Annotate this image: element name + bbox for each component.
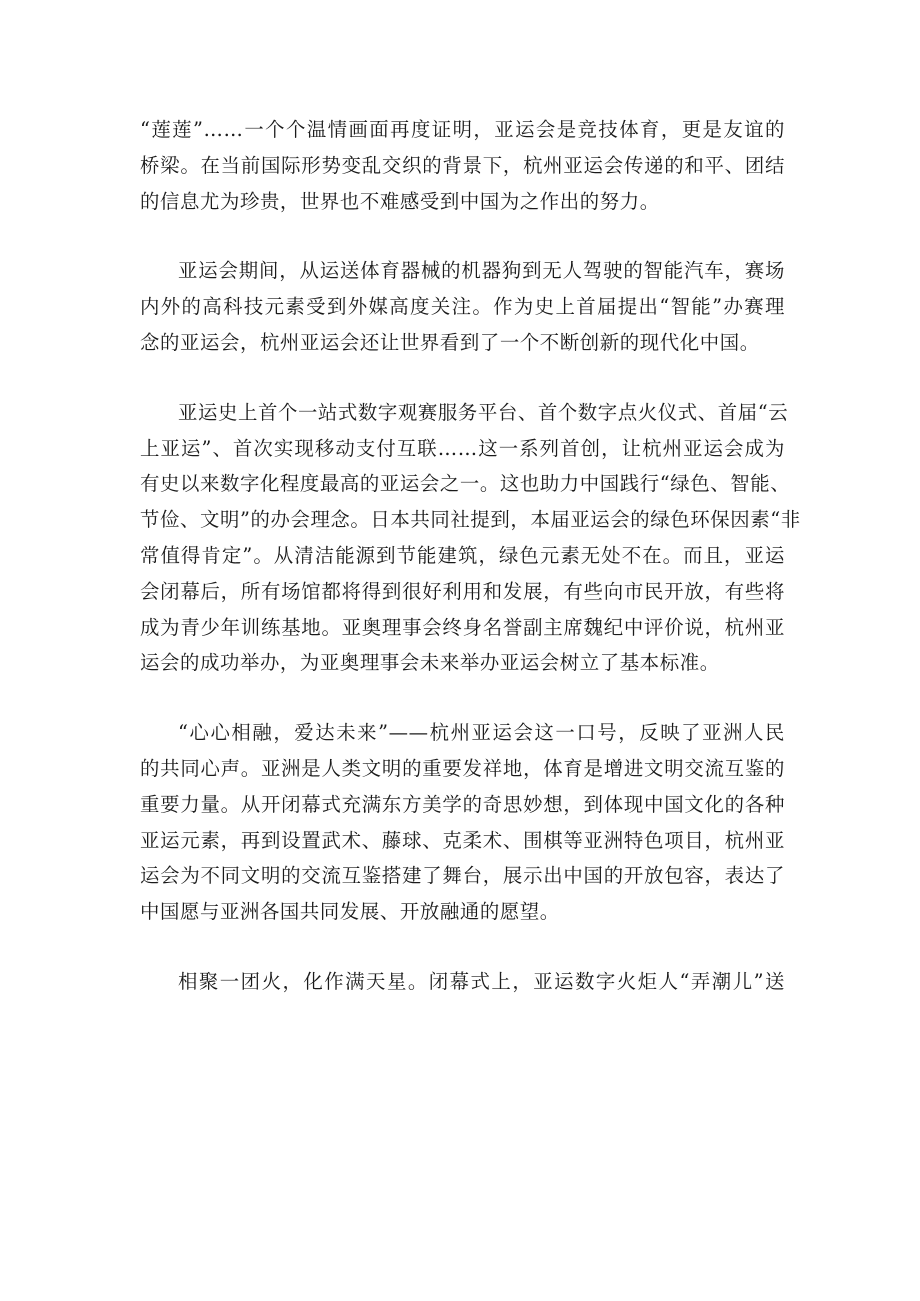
- text-line: 会闭幕后，所有场馆都将得到很好利用和发展，有些向市民开放，有些将: [140, 579, 785, 603]
- text-line: 常值得肯定”。从清洁能源到节能建筑，绿色元素无处不在。而且，亚运: [140, 543, 785, 567]
- paragraph-1: [140, 112, 785, 219]
- text-line: 成为青少年训练基地。亚奥理事会终身名誉副主席魏纪中评价说，杭州亚: [140, 615, 785, 639]
- paragraph-5: [140, 964, 785, 1000]
- text-line: 桥梁。在当前国际形势变乱交织的背景下，杭州亚运会传递的和平、团结: [140, 153, 785, 177]
- document-body: [140, 112, 801, 1034]
- text-line: 运会为不同文明的交流互鉴搭建了舞台，展示出中国的开放包容，表达了: [140, 864, 785, 888]
- text-line: 亚运会期间，从运送体育器械的机器狗到无人驾驶的智能汽车，赛场: [178, 259, 785, 283]
- text-line: 节俭、文明”的办会理念。日本共同社提到，本届亚运会的绿色环保因素“非: [140, 508, 801, 532]
- text-line: 运会的成功举办，为亚奥理事会未来举办亚运会树立了基本标准。: [140, 651, 720, 675]
- text-line: 重要力量。从开闭幕式充满东方美学的奇思妙想，到体现中国文化的各种: [140, 792, 785, 816]
- text-line: 内外的高科技元素受到外媒高度关注。作为史上首届提出“智能”办赛理: [140, 295, 785, 319]
- text-line: 中国愿与亚洲各国共同发展、开放融通的愿望。: [140, 900, 560, 924]
- text-line: 上亚运”、首次实现移动支付互联……这一系列首创，让杭州亚运会成为: [140, 436, 785, 460]
- text-line: 的信息尤为珍贵，世界也不难感受到中国为之作出的努力。: [140, 189, 660, 213]
- text-line: 相聚一团火，化作满天星。闭幕式上，亚运数字火炬人“弄潮儿”送: [178, 969, 785, 993]
- paragraph-3: [140, 395, 801, 681]
- text-line: 有史以来数字化程度最高的亚运会之一。这也助力中国践行“绿色、智能、: [140, 472, 791, 496]
- text-line: “心心相融，爱达未来”——杭州亚运会这一口号，反映了亚洲人民: [178, 721, 785, 745]
- text-line: 亚运元素，再到设置武术、藤球、克柔术、围棋等亚洲特色项目，杭州亚: [140, 828, 785, 852]
- paragraph-4: [140, 715, 785, 930]
- paragraph-2: [140, 253, 785, 360]
- text-line: 念的亚运会，杭州亚运会还让世界看到了一个不断创新的现代化中国。: [140, 330, 760, 354]
- text-line: 的共同心声。亚洲是人类文明的重要发祥地，体育是增进文明交流互鉴的: [140, 756, 785, 780]
- text-line: “莲莲”……一个个温情画面再度证明，亚运会是竞技体育，更是友谊的: [140, 118, 785, 141]
- text-line: 亚运史上首个一站式数字观赛服务平台、首个数字点火仪式、首届“云: [178, 400, 789, 424]
